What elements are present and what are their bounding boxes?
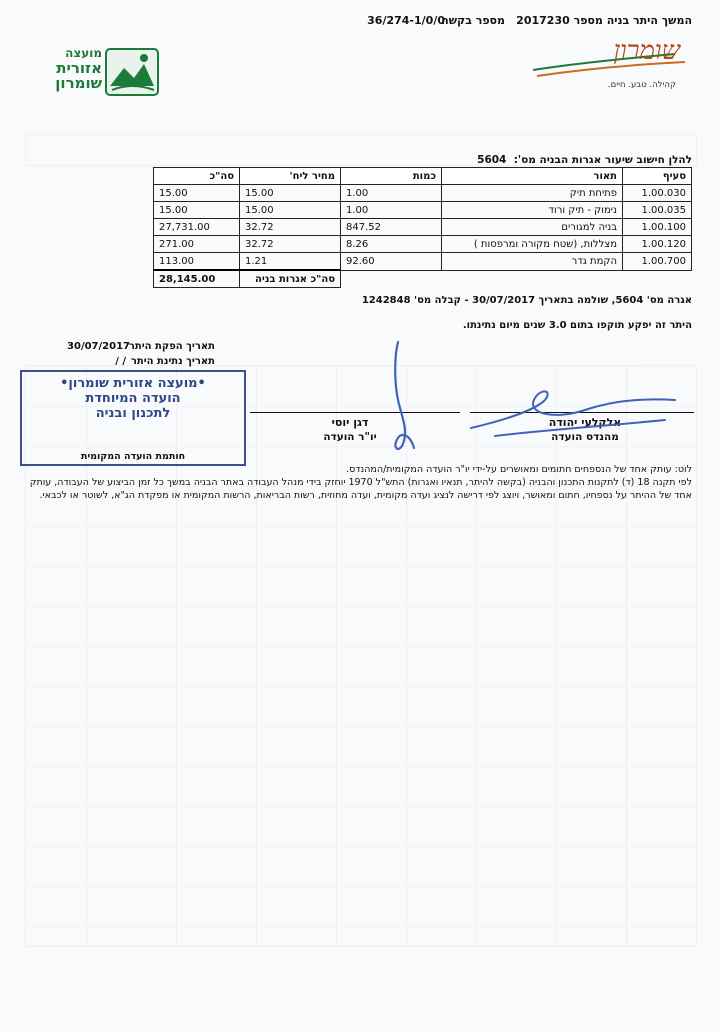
- council-name-line2: אזורית: [56, 59, 102, 77]
- validity-line: היתר זה יפקע תוקפו בתום 3.0 שנים מיום נתינתו.: [462, 320, 692, 331]
- request-number: 36/274-1/0/0: [367, 14, 445, 27]
- row-desc: פתיחת תיק: [442, 185, 623, 202]
- chairman-name: דגן יוסי: [331, 416, 369, 429]
- issue-date-value: 30/07/2017: [67, 341, 130, 352]
- shomron-brand-text: שומרון: [613, 36, 680, 66]
- row-qty: 8.26: [341, 236, 442, 253]
- engineer-signature-line: [470, 412, 694, 413]
- row-total: 15.00: [154, 202, 240, 219]
- row-code: 1.00.120: [623, 236, 692, 253]
- row-price: 15.00: [240, 185, 341, 202]
- row-code: 1.00.100: [623, 219, 692, 236]
- fee-total-value: 28,145.00: [154, 270, 240, 288]
- given-date-value: / /: [115, 356, 126, 367]
- col-qty: כמות: [341, 168, 442, 185]
- fee-calc-number: 5604: [477, 154, 507, 166]
- row-total: 271.00: [154, 236, 240, 253]
- engineer-name: אלקלעי יהודה: [548, 416, 622, 429]
- col-code: סעיף: [623, 168, 692, 185]
- row-qty: 92.60: [341, 253, 442, 271]
- row-desc: בניה למגורים: [442, 219, 623, 236]
- col-desc: תאור: [442, 168, 623, 185]
- stamp-line1: •מועצה אזורית שומרון•: [60, 376, 206, 391]
- table-row: [154, 253, 692, 271]
- row-desc: מצללות, (שטח מקורה ומרפסות ): [442, 236, 623, 253]
- stamp-line2: הועדה המיוחדת: [85, 391, 181, 406]
- table-row: [154, 219, 692, 236]
- row-desc: הקמת גדר: [442, 253, 623, 271]
- committee-stamp: [20, 370, 246, 466]
- row-total: 27,731.00: [154, 219, 240, 236]
- row-price: 15.00: [240, 202, 341, 219]
- fee-total-label: סה"כ אגרות בניה: [240, 270, 341, 288]
- note-line1: לוט: עותק אחד של הנספחים חתומים ומאושרים על-ידי יו"ר הועדה המקומית/המהנדס.: [346, 464, 692, 475]
- permit-title: המשך היתר בניה מספר 2017230: [516, 14, 692, 27]
- council-name-line3: שומרון: [55, 74, 102, 92]
- row-code: 1.00.700: [623, 253, 692, 271]
- row-qty: 1.00: [341, 185, 442, 202]
- col-price: מחיר ליח': [240, 168, 341, 185]
- chairman-signature-line: [250, 412, 460, 413]
- engineer-role: מהנדס הועדה: [551, 431, 619, 443]
- row-qty: 847.52: [341, 219, 442, 236]
- stamp-line3: לתכנון ובניה: [95, 406, 171, 421]
- row-price: 32.72: [240, 219, 341, 236]
- council-logo: [34, 46, 164, 101]
- row-price: 32.72: [240, 236, 341, 253]
- chairman-role: יו"ר הועדה: [323, 431, 377, 443]
- row-desc: נימוק - תיק ורוד: [442, 202, 623, 219]
- shomron-tagline: קהילה. טבע. חיים.: [607, 80, 676, 90]
- fee-table-header: [154, 168, 692, 185]
- permit-notes: [24, 463, 692, 502]
- fee-calc-title: להלן חישוב שיעור אגרות הבניה מס': 5604: [477, 154, 692, 166]
- note-line2: לפי תקנה 18 (ד) לתקנות התכנון והבניה (בקשה להיתר, תנאיו ואגרות) התש"ל 1970 יוחזק בידי מנהל העבודה באתר הבניה במשך כל זמן הביצוע של העבודה, עותק אחד של ההיתר על נספחיו, חתום ומאושר, ויוצג לפי דרישה לנציג ועדה מקומית, ועדה מחוזית, רשות הבריאות, הרשות המקומית או מפקדת הג"א, לשוטר או לכבאי.: [29, 477, 692, 501]
- row-code: 1.00.030: [623, 185, 692, 202]
- row-qty: 1.00: [341, 202, 442, 219]
- issue-date-label: תאריך הפקת היתר: [128, 341, 215, 352]
- shomron-brand-logo: [525, 32, 690, 94]
- council-name-line1: מועצה: [65, 46, 102, 60]
- row-total: 113.00: [154, 253, 240, 271]
- table-row: [154, 236, 692, 253]
- row-code: 1.00.035: [623, 202, 692, 219]
- receipt-line: אגרה מס' 5604, שולמה בתאריך 30/07/2017 - קבלה מס' 1242848: [361, 295, 692, 306]
- fee-total-row: [154, 270, 692, 288]
- table-row: [154, 202, 692, 219]
- stamp-caption: חותמת הועדה המקומית: [80, 451, 186, 462]
- given-date-label: תאריך נתינת היתר: [130, 356, 215, 367]
- table-row: [154, 185, 692, 202]
- col-total: סה"כ: [154, 168, 240, 185]
- row-price: 1.21: [240, 253, 341, 271]
- fee-table: [153, 167, 692, 288]
- row-total: 15.00: [154, 185, 240, 202]
- request-label: מספר בקשה: [441, 14, 505, 27]
